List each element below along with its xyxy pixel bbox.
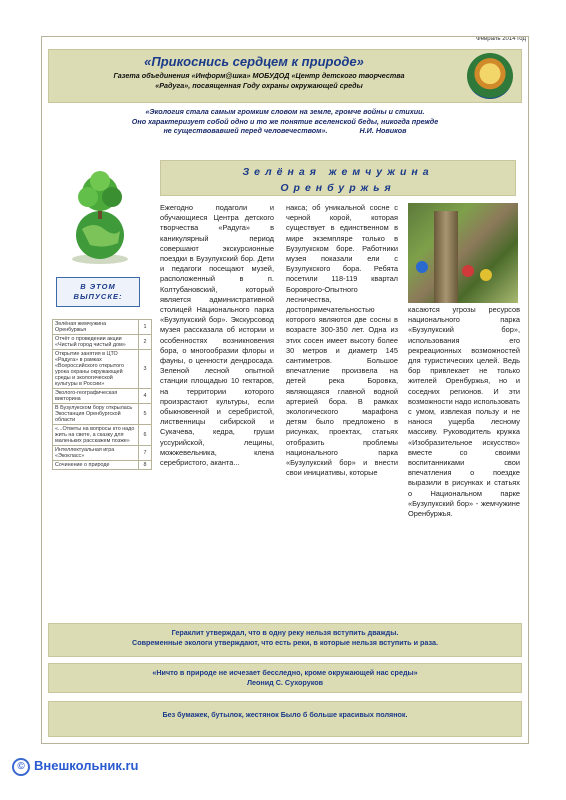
child-figure bbox=[480, 269, 492, 281]
toc-item-label: Эколого-географическая викторина bbox=[53, 389, 139, 404]
slogan-box: Без бумажек, бутылок, жестянок Было б больше красивых полянок. bbox=[48, 701, 522, 737]
article-column-1: Ежегодно подаголи и обучающиеся Центра детского творчества «Радуга» в каникулярный период совершают экскурсионные поездки в Бузулукский бор. Дети и педагоги посещают музей, расположенный в п. Колтубановский, который является административной столицей Национального парка «Бузулукский бор». Экскурсовод музея рассказала об истории и особенностях возникновения бора, о многообразии флоры и фауны, о ценности дендросада. Зеленой лесной опытной станции площадью 10 гектаров, на территории которого произрастают культуры, если обыкновенной и серебристой, лиственницы сибирской и Сукачева, кедра, груши уссурийской, лещины, можжевельника, клена серебристого, аканта... bbox=[160, 203, 274, 468]
toc-row[interactable] bbox=[53, 446, 152, 461]
toc-table bbox=[52, 319, 152, 470]
toc-row[interactable] bbox=[53, 425, 152, 446]
epigraph-line-1: «Экология стала самым громким словом на земле, громче войны и стихии. bbox=[145, 107, 425, 116]
article-title bbox=[160, 160, 516, 196]
toc-row[interactable] bbox=[53, 320, 152, 335]
toc-item-page: 6 bbox=[139, 425, 152, 446]
newspaper-page bbox=[41, 36, 529, 744]
header-banner bbox=[48, 49, 522, 103]
rainbow-logo bbox=[467, 53, 513, 99]
toc-item-page: 5 bbox=[139, 404, 152, 425]
child-figure bbox=[416, 261, 428, 273]
article-title-line-1: Зелёная жемчужина bbox=[242, 166, 434, 178]
toc-item-label: «...Ответы на вопросы кто надо жить на свете, а сказку для маленьких расскажем позже» bbox=[53, 425, 139, 446]
toc-item-label: Открытие занятия в ЦТО «Радуга» в рамках «Всероссийского открытого урока охраны окружающей среды и экологической культуры в России» bbox=[53, 350, 139, 389]
toc-title: В ЭТОМ ВЫПУСКЕ: bbox=[56, 277, 140, 307]
newspaper-title: «Прикоснись сердцем к природе» bbox=[144, 54, 364, 69]
toc-item-label: Зелёная жемчужина Оренбуржья bbox=[53, 320, 139, 335]
toc-item-label: Интеллектуальная игра «Экокласс» bbox=[53, 446, 139, 461]
heraclitus-quote-box bbox=[48, 623, 522, 657]
toc-item-page: 7 bbox=[139, 446, 152, 461]
forest-photo bbox=[408, 203, 518, 303]
copyright-icon: © bbox=[12, 758, 30, 776]
site-watermark bbox=[6, 755, 166, 785]
toc-item-label: Сочинение о природе bbox=[53, 461, 139, 470]
toc-row[interactable] bbox=[53, 335, 152, 350]
article-title-line-2: Оренбуржья bbox=[280, 182, 396, 194]
epigraph bbox=[54, 107, 516, 136]
heraclitus-line-2: Современные экологи утверждают, что есть реки, в которые нельзя вступить и раза. bbox=[132, 638, 438, 647]
green-globe-illustration bbox=[54, 169, 146, 265]
subtitle-line-2: «Радуга», посвященная Году охраны окружающей среды bbox=[155, 80, 363, 90]
toc-item-page: 2 bbox=[139, 335, 152, 350]
toc-row[interactable] bbox=[53, 350, 152, 389]
sukhorukov-line-1: «Ничто в природе не исчезает бесследно, кроме окружающей нас среды» bbox=[152, 668, 418, 677]
toc-row[interactable] bbox=[53, 461, 152, 470]
toc-item-page: 3 bbox=[139, 350, 152, 389]
epigraph-author: Н.И. Новиков bbox=[359, 126, 407, 135]
watermark-text: Внешкольник.ru bbox=[34, 758, 139, 773]
article-column-2: накса; об уникальной сосне с черной корой, которая существует в единственном в мире экземпляре только в Бузулукском боре. Работники музея показали ели с Бузулукского бора. Ребята посетили 118-119 квартал Бороврого-Опытного лесничества, достопримечательностью которого являются две сосны в возрасте 300-350 лет. Одна из этих сосен имеет высоту более 30 метров и диаметр 145 сантиметров. Большое впечатление произвела на детей река Боровка, являющаяся главной водной артерией бора. В рамках экологического марафона детям было предложено в рисунках, проектах, статьях отобразить проблемы национального парка «Бузулукский бор» и внести свои инициативы, которые bbox=[286, 203, 398, 478]
toc-item-page: 1 bbox=[139, 320, 152, 335]
issue-date: Февраль 2014 год bbox=[476, 36, 526, 42]
toc-row[interactable] bbox=[53, 404, 152, 425]
heraclitus-line-1: Гераклит утверждал, что в одну реку нельзя вступить дважды. bbox=[171, 628, 399, 637]
toc-item-label: В Бузулукском бору открылась Экостанция Оренбургской области bbox=[53, 404, 139, 425]
newspaper-subtitle bbox=[59, 71, 459, 90]
toc-row[interactable] bbox=[53, 389, 152, 404]
subtitle-line-1: Газета объединения «Информ@шка» МОБУДОД «Центр детского творчества bbox=[113, 71, 405, 80]
epigraph-line-3: не существовавшей перед человечеством». bbox=[163, 126, 328, 135]
sukhorukov-line-2: Леонид С. Сухоруков bbox=[246, 678, 324, 687]
article-column-3: касаются угрозы ресурсов национального парка «Бузулукский бор», использования его рекреационных возможностей для туристических целей. Ведь бор привлекает не только жителей Оренбуржья, но и соседних регионов. И эти возможности надо использовать с умом, извлекая пользу и не нанося ущерба лесному массиву. Руководитель кружка «Изобразительное искусство» вместе со своими воспитанниками свои впечатления о поездке выразили в рисунках и статьях о Национальном парке «Бузулукский бор» - жемчужине Оренбуржья. bbox=[408, 305, 520, 519]
sukhorukov-quote-box bbox=[48, 663, 522, 693]
child-figure bbox=[462, 265, 474, 277]
toc-item-label: Отчёт о проведении акции «Чистый город чистый дом» bbox=[53, 335, 139, 350]
toc-item-page: 8 bbox=[139, 461, 152, 470]
epigraph-line-2: Оно характеризует собой одно и то же понятие вселенской беды, никогда прежде bbox=[131, 116, 439, 126]
pine-trunk bbox=[434, 211, 458, 303]
epigraph-line-3-row bbox=[54, 126, 516, 136]
toc-item-page: 4 bbox=[139, 389, 152, 404]
